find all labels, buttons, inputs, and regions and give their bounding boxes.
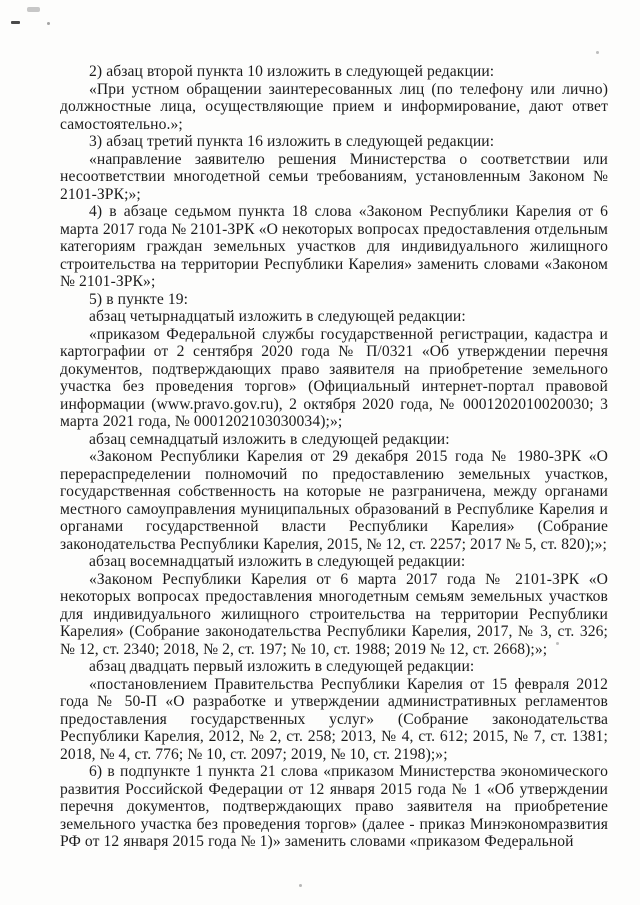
amendment-item-5-sub-21-quote: «постановлением Правительства Республики Карелия от 15 февраля 2012 года № 50-П «О разработке и утверждении административных регламентов предоставления государственных услуг» (Собрание законодательства Республики Карелия, 2012, № 2, ст. 258; 2013, № 4, ст. 612; 2015, № 7, ст. 1381; 2018, № 4, ст. 776; № 10, ст. 2097; 2019, № 10, ст. 2198);»; — [60, 675, 608, 763]
scan-speck — [11, 21, 20, 24]
scan-speck — [47, 22, 50, 25]
scan-speck — [299, 884, 302, 887]
amendment-item-2-quote: «При устном обращении заинтересованных лиц (по телефону или лично) должностные лица, осуществляющие прием и информирование, дают ответ самостоятельно.»; — [60, 80, 608, 133]
scan-speck — [596, 51, 599, 54]
amendment-item-5-sub-18-quote: «Законом Республики Карелия от 6 марта 2017 года № 2101-ЗРК «О некоторых вопросах предоставления многодетным семьям земельных участков для индивидуального жилищного строительства на территории Республики Карелия» (Собрание законодательства Республики Карелия, 2017, № 3, ст. 326; № 12, ст. 2340; 2018, № 2, ст. 197; № 10, ст. 1988; 2019 № 12, ст. 2668);»; — [60, 570, 608, 658]
amendment-item-5-sub-18-heading: абзац восемнадцатый изложить в следующей редакции: — [89, 553, 466, 570]
amendment-item-5-sub-14-heading: абзац четырнадцатый изложить в следующей редакции: — [89, 308, 466, 325]
amendment-item-6: 6) в подпункте 1 пункта 21 слова «приказом Министерства экономического развития Российской Федерации от 12 января 2015 года № 1 «Об утверждении перечня документов, подтверждающих право заявителя на приобретение земельного участка без проведения торгов» (далее - приказ Минэкономразвития РФ от 12 января 2015 года № 1)» заменить словами «приказом Федеральной — [60, 763, 608, 850]
amendment-item-3-quote: «направление заявителю решения Министерства о соответствии или несоответствии многодетной семьи требованиям, установленным Законом № 2101-ЗРК;»; — [60, 150, 608, 203]
amendment-item-5-sub-14-quote: «приказом Федеральной службы государственной регистрации, кадастра и картографии от 2 сентября 2020 года № П/0321 «Об утверждении перечня документов, подтверждающих право заявителя на приобретение земельного участка без проведения торгов» (Официальный интернет-портал правовой информации (www.pravo.gov.ru), 2 октября 2020 года, № 0001202010020030; 3 марта 2021 года, № 0001202103030034);»; — [60, 325, 608, 430]
amendment-item-5-sub-21-heading: абзац двадцать первый изложить в следующей редакции: — [89, 658, 475, 675]
amendment-item-2-heading: 2) абзац второй пункта 10 изложить в следующей редакции: — [89, 63, 495, 80]
scan-speck — [27, 7, 40, 12]
amendment-item-5-sub-17-heading: абзац семнадцатый изложить в следующей редакции: — [89, 430, 450, 448]
amendment-item-3-heading: 3) абзац третий пункта 16 изложить в следующей редакции: — [89, 133, 495, 150]
amendment-item-5-heading: 5) в пункте 19: — [89, 290, 189, 308]
document-body — [60, 63, 608, 851]
amendment-item-5-sub-17-quote: «Законом Республики Карелия от 29 декабря 2015 года № 1980-ЗРК «О перераспределении полномочий по предоставлению земельных участков, государственная собственность на которые не разграничена, между органами местного самоуправления муниципальных образований в Республике Карелия и органами государственной власти Республики Карелия» (Собрание законодательства Республики Карелия, 2015, № 12, ст. 2257; 2017 № 5, ст. 820);»; — [60, 448, 608, 553]
amendment-item-4: 4) в абзаце седьмом пункта 18 слова «Законом Республики Карелия от 6 марта 2017 года № 2101-ЗРК «О некоторых вопросах предоставления отдельным категориям граждан земельных участков для индивидуального жилищного строительства на территории Республики Карелия» заменить словами «Законом № 2101-ЗРК»; — [60, 203, 608, 290]
